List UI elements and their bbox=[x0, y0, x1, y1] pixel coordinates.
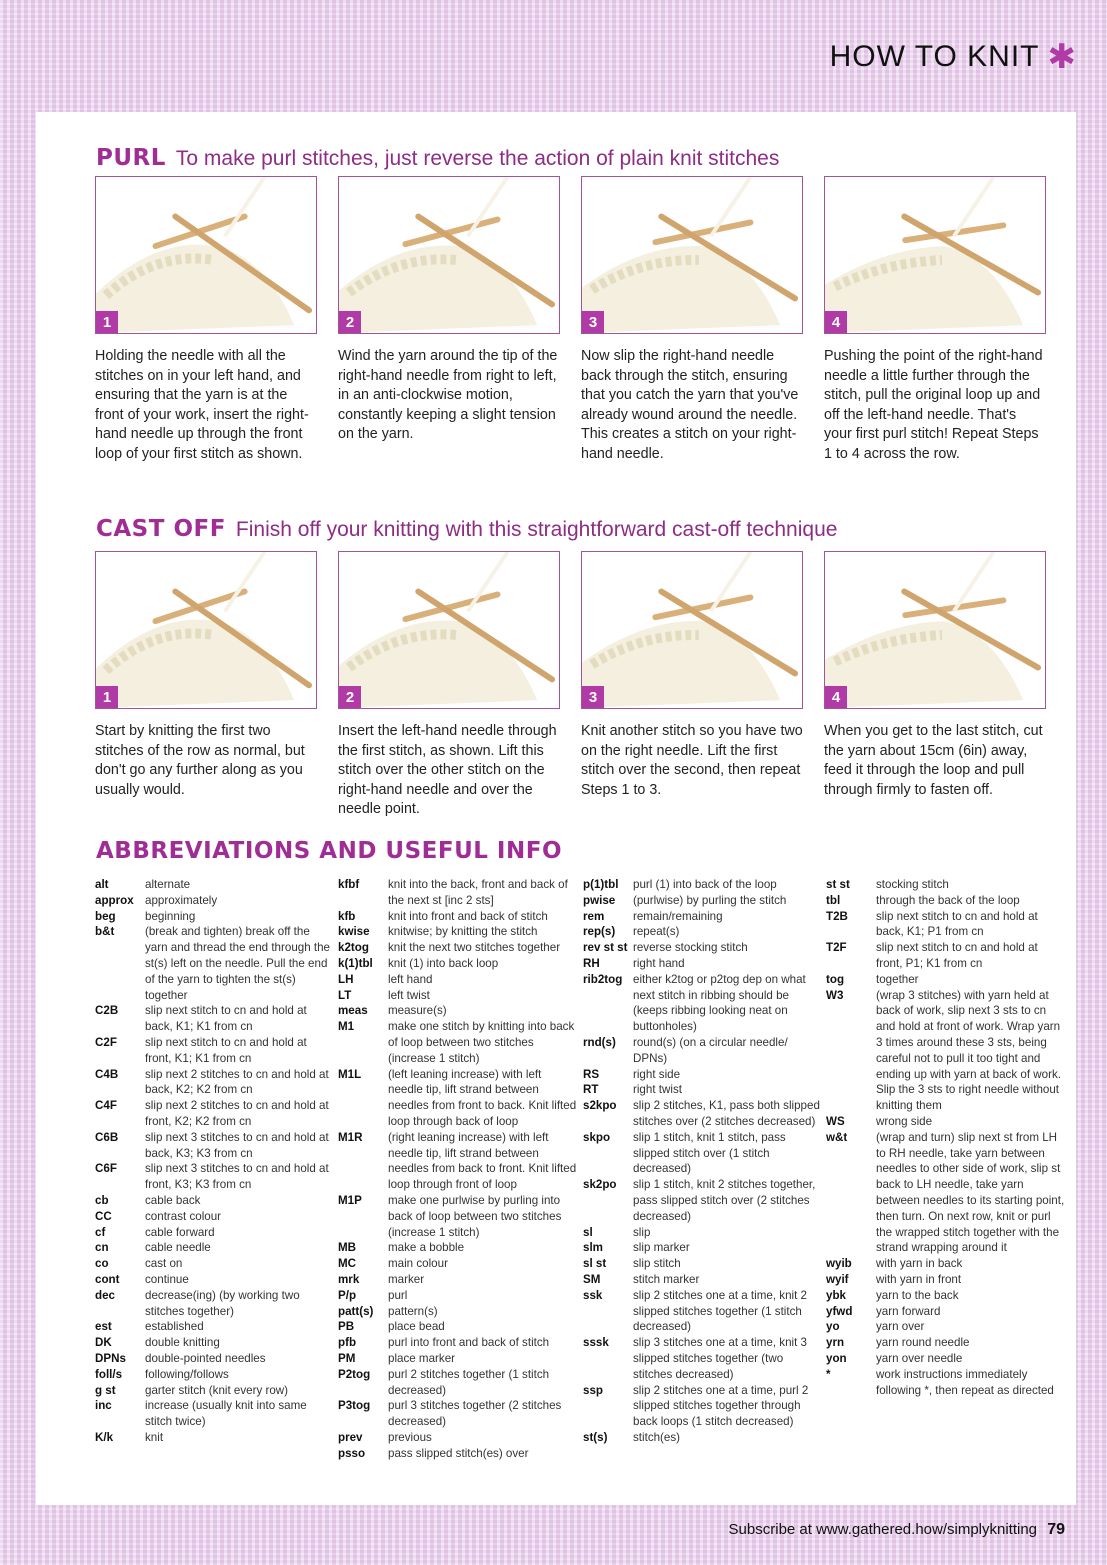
abbreviation-definition: together bbox=[876, 972, 919, 986]
abbreviation-term: SM bbox=[583, 1272, 601, 1286]
abbreviation-entry bbox=[826, 1130, 1066, 1256]
purl-title: PURL bbox=[96, 145, 166, 171]
abbreviation-definition: (break and tighten) break off the yarn and thread the end through the st(s) left on the needle. Pull the end of the yarn to tighten the st(s) together bbox=[145, 925, 330, 1002]
abbreviation-definition: following/follows bbox=[145, 1367, 229, 1381]
abbreviation-entry bbox=[338, 1067, 578, 1130]
abbreviation-entry bbox=[826, 1272, 1066, 1288]
abbreviation-term: approx bbox=[95, 893, 134, 907]
abbreviation-term: CC bbox=[95, 1209, 112, 1223]
abbreviation-definition: remain/remaining bbox=[633, 909, 723, 923]
castoff-step-caption: Insert the left-hand needle through the first stitch, as shown. Lift this stitch over the other stitch on the right-hand needle and over the needle point. bbox=[338, 723, 557, 817]
abbreviation-entry bbox=[338, 924, 578, 940]
abbreviation-term: beg bbox=[95, 909, 116, 923]
abbreviation-term: RT bbox=[583, 1083, 599, 1097]
abbreviation-term: kfbf bbox=[338, 878, 360, 891]
abbreviation-entry bbox=[95, 1003, 335, 1035]
abbreviation-entry bbox=[95, 1383, 335, 1399]
abbreviation-term: T2F bbox=[826, 941, 847, 955]
abbreviation-definition: pattern(s) bbox=[388, 1304, 438, 1318]
abbreviation-entry bbox=[583, 924, 823, 940]
abbreviation-term: tbl bbox=[826, 893, 841, 907]
castoff-step-caption: Knit another stitch so you have two on the right needle. Lift the first stitch over the second, then repeat Steps 1 to 3. bbox=[581, 723, 803, 798]
abbreviation-entry bbox=[338, 956, 578, 972]
abbreviation-term: P/p bbox=[338, 1288, 357, 1302]
abbreviations-column bbox=[95, 877, 335, 1446]
abbreviation-definition: double knitting bbox=[145, 1336, 220, 1350]
abbreviation-term: cb bbox=[95, 1193, 109, 1207]
abbreviation-definition: cable forward bbox=[145, 1225, 215, 1239]
abbreviation-term: skpo bbox=[583, 1130, 611, 1144]
abbreviation-term: M1P bbox=[338, 1193, 362, 1207]
abbreviation-definition: repeat(s) bbox=[633, 925, 680, 939]
abbreviation-term: * bbox=[826, 1367, 831, 1381]
purl-step-photo bbox=[581, 176, 803, 334]
abbreviation-entry bbox=[95, 1098, 335, 1130]
abbreviation-term: ssp bbox=[583, 1383, 603, 1397]
abbreviation-entry bbox=[338, 1288, 578, 1304]
abbreviation-definition: slip next stitch to cn and hold at back, K1; K1 from cn bbox=[145, 1004, 307, 1034]
abbreviation-term: DPNs bbox=[95, 1351, 126, 1365]
abbreviation-entry bbox=[338, 909, 578, 925]
abbreviation-term: inc bbox=[95, 1399, 112, 1413]
abbreviation-term: foll/s bbox=[95, 1367, 123, 1381]
abbreviation-entry bbox=[95, 1335, 335, 1351]
abbreviation-definition: purl (1) into back of the loop bbox=[633, 878, 777, 891]
purl-heading bbox=[96, 145, 779, 171]
abbreviation-entry bbox=[338, 1272, 578, 1288]
abbreviation-entry bbox=[338, 1240, 578, 1256]
abbreviation-term: tog bbox=[826, 972, 845, 986]
abbreviation-entry bbox=[95, 1351, 335, 1367]
abbreviation-term: M1 bbox=[338, 1020, 355, 1034]
abbreviation-definition: knit the next two stitches together bbox=[388, 941, 561, 955]
abbreviation-definition: marker bbox=[388, 1272, 425, 1286]
abbreviation-term: k2tog bbox=[338, 941, 369, 955]
abbreviation-entry bbox=[583, 1098, 823, 1130]
purl-step-photo bbox=[338, 176, 560, 334]
abbreviation-entry bbox=[826, 893, 1066, 909]
abbreviations-title: ABBREVIATIONS AND USEFUL INFO bbox=[96, 838, 562, 864]
abbreviation-definition: (wrap and turn) slip next st from LH to RH needle, take yarn between needles to other side of work, slip st back to LH needle, take yarn between needles to its starting point, then turn. On next row, knit or purl the wrapped stitch together with the strand wrapping around it bbox=[876, 1130, 1065, 1255]
abbreviation-definition: yarn forward bbox=[876, 1304, 941, 1318]
page-footer bbox=[729, 1521, 1065, 1539]
abbreviation-term: k(1)tbl bbox=[338, 956, 373, 970]
abbreviation-definition: stitch marker bbox=[633, 1272, 700, 1286]
abbreviation-entry bbox=[583, 877, 823, 893]
abbreviation-definition: wrong side bbox=[876, 1114, 933, 1128]
abbreviation-entry bbox=[338, 1351, 578, 1367]
abbreviation-entry bbox=[95, 1256, 335, 1272]
abbreviation-entry bbox=[583, 1430, 823, 1446]
abbreviation-definition: slip 1 stitch, knit 2 stitches together, pass slipped stitch over (2 stitches decreased) bbox=[633, 1178, 816, 1223]
abbreviation-definition: left twist bbox=[388, 988, 430, 1002]
abbreviation-definition: yarn round needle bbox=[876, 1336, 970, 1350]
abbreviation-definition: (purlwise) by purling the stitch bbox=[633, 893, 787, 907]
abbreviation-term: yo bbox=[826, 1320, 840, 1334]
castoff-step-caption: When you get to the last stitch, cut the yarn about 15cm (6in) away, feed it through the loop and pull through firmly to fasten off. bbox=[824, 723, 1043, 798]
abbreviation-term: wyib bbox=[826, 1257, 852, 1271]
abbreviation-definition: (wrap 3 stitches) with yarn held at back of work, slip next 3 sts to cn and hold at front of work. Wrap yarn 3 times around these 3 sts, being careful not to pull it too tight and ending up with yarn at back of work. Slip the 3 sts to right needle without knitting them bbox=[876, 988, 1061, 1113]
abbreviation-definition: cast on bbox=[145, 1257, 183, 1271]
abbreviation-entry bbox=[95, 1288, 335, 1320]
abbreviation-entry bbox=[826, 1351, 1066, 1367]
abbreviation-term: M1R bbox=[338, 1130, 363, 1144]
step-number-badge: 3 bbox=[582, 686, 604, 708]
abbreviation-definition: cable back bbox=[145, 1193, 201, 1207]
abbreviation-entry bbox=[583, 1240, 823, 1256]
abbreviation-entry bbox=[95, 1430, 335, 1446]
abbreviation-entry bbox=[583, 1130, 823, 1177]
abbreviation-entry bbox=[583, 909, 823, 925]
abbreviation-entry bbox=[583, 1335, 823, 1382]
abbreviation-entry bbox=[95, 1398, 335, 1430]
abbreviation-term: slm bbox=[583, 1241, 603, 1255]
abbreviation-term: MC bbox=[338, 1257, 357, 1271]
abbreviation-definition: round(s) (on a circular needle/ DPNs) bbox=[633, 1035, 788, 1065]
abbreviation-term: yfwd bbox=[826, 1304, 853, 1318]
abbreviation-definition: place bead bbox=[388, 1320, 445, 1334]
abbreviation-definition: purl 2 stitches together (1 stitch decreased) bbox=[388, 1367, 550, 1397]
abbreviation-entry bbox=[583, 1035, 823, 1067]
abbreviation-entry bbox=[95, 1367, 335, 1383]
purl-step-caption: Pushing the point of the right-hand needle a little further through the stitch, pull the original loop up and off the left-hand needle. That's your first purl stitch! Repeat Steps 1 to 4 across the row. bbox=[824, 348, 1043, 462]
abbreviation-term: C4F bbox=[95, 1099, 117, 1113]
abbreviation-definition: slip next stitch to cn and hold at back, K1; P1 from cn bbox=[876, 909, 1038, 939]
abbreviation-term: w&t bbox=[826, 1130, 848, 1144]
abbreviation-definition: make one stitch by knitting into back of loop between two stitches (increase 1 stitch) bbox=[388, 1020, 575, 1065]
abbreviation-term: sl st bbox=[583, 1257, 607, 1271]
abbreviation-term: pwise bbox=[583, 893, 616, 907]
abbreviation-definition: slip 2 stitches one at a time, purl 2 slipped stitches together through back loops (1 stitch decreased) bbox=[633, 1383, 809, 1429]
abbreviation-term: C6F bbox=[95, 1162, 117, 1176]
abbreviation-definition: slip 2 stitches one at a time, knit 2 slipped stitches together (1 stitch decreased) bbox=[633, 1288, 807, 1334]
abbreviation-entry bbox=[338, 988, 578, 1004]
abbreviation-term: rep(s) bbox=[583, 925, 616, 939]
abbreviation-entry bbox=[338, 877, 578, 909]
abbreviation-term: LH bbox=[338, 972, 354, 986]
abbreviation-definition: established bbox=[145, 1320, 204, 1334]
abbreviation-term: DK bbox=[95, 1336, 112, 1350]
abbreviation-definition: place marker bbox=[388, 1351, 456, 1365]
abbreviation-definition: (right leaning increase) with left needle tip, lift strand between needles from back to front. Knit lifted loop through front of loop bbox=[388, 1130, 577, 1192]
abbreviation-entry bbox=[95, 877, 335, 893]
abbreviation-term: sk2po bbox=[583, 1178, 617, 1192]
abbreviation-definition: slip next 2 stitches to cn and hold at front, K2; K2 from cn bbox=[145, 1099, 329, 1128]
castoff-step-photo bbox=[581, 551, 803, 709]
abbreviation-term: RS bbox=[583, 1067, 600, 1081]
abbreviation-term: P2tog bbox=[338, 1367, 371, 1381]
abbreviation-term: ssk bbox=[583, 1288, 603, 1302]
purl-step-photo bbox=[95, 176, 317, 334]
abbreviation-term: T2B bbox=[826, 909, 848, 923]
abbreviation-term: sssk bbox=[583, 1336, 609, 1350]
abbreviation-entry bbox=[338, 940, 578, 956]
abbreviation-term: rib2tog bbox=[583, 972, 623, 986]
step-number-badge: 2 bbox=[339, 311, 361, 333]
abbreviation-entry bbox=[338, 1335, 578, 1351]
abbreviation-definition: slip next stitch to cn and hold at front, K1; K1 from cn bbox=[145, 1035, 307, 1065]
abbreviation-entry bbox=[338, 1398, 578, 1430]
abbreviation-definition: double-pointed needles bbox=[145, 1351, 266, 1365]
abbreviation-entry bbox=[338, 972, 578, 988]
abbreviation-term: co bbox=[95, 1257, 109, 1271]
abbreviation-definition: slip 3 stitches one at a time, knit 3 slipped stitches together (two stitches decreased) bbox=[633, 1336, 807, 1381]
abbreviation-entry bbox=[95, 1035, 335, 1067]
abbreviation-term: dec bbox=[95, 1288, 115, 1302]
abbreviation-definition: slip stitch bbox=[633, 1257, 681, 1271]
subscribe-text: Subscribe at www.gathered.how/simplyknitting bbox=[728, 1521, 1038, 1538]
abbreviation-term: ybk bbox=[826, 1288, 846, 1302]
purl-step-photo bbox=[824, 176, 1046, 334]
abbreviation-definition: slip next 2 stitches to cn and hold at back, K2; K2 from cn bbox=[145, 1067, 329, 1097]
abbreviation-entry bbox=[826, 909, 1066, 941]
abbreviation-definition: right twist bbox=[633, 1083, 682, 1097]
abbreviation-term: kfb bbox=[338, 909, 356, 923]
abbreviation-term: st(s) bbox=[583, 1430, 608, 1444]
step-number-badge: 2 bbox=[339, 686, 361, 708]
abbreviation-term: psso bbox=[338, 1446, 366, 1460]
abbreviation-definition: slip next 3 stitches to cn and hold at back, K3; K3 from cn bbox=[145, 1130, 329, 1160]
step-number-badge: 4 bbox=[825, 686, 847, 708]
abbreviation-definition: main colour bbox=[388, 1257, 448, 1271]
abbreviation-entry bbox=[338, 1256, 578, 1272]
abbreviation-term: MB bbox=[338, 1241, 357, 1255]
abbreviation-term: PM bbox=[338, 1351, 356, 1365]
abbreviation-definition: stitch(es) bbox=[633, 1430, 681, 1444]
abbreviation-entry bbox=[95, 1161, 335, 1193]
abbreviations-column bbox=[583, 877, 823, 1446]
abbreviation-term: alt bbox=[95, 878, 109, 891]
abbreviation-definition: increase (usually knit into same stitch twice) bbox=[145, 1399, 307, 1429]
abbreviation-entry bbox=[583, 1383, 823, 1430]
abbreviation-entry bbox=[826, 1256, 1066, 1272]
castoff-title: CAST OFF bbox=[96, 516, 226, 542]
abbreviation-entry bbox=[826, 988, 1066, 1114]
castoff-subtitle: Finish off your knitting with this straightforward cast-off technique bbox=[235, 518, 838, 541]
abbreviation-entry bbox=[338, 1304, 578, 1320]
abbreviation-definition: right side bbox=[633, 1067, 681, 1081]
abbreviation-entry bbox=[338, 1446, 578, 1462]
abbreviation-definition: slip next 3 stitches to cn and hold at front, K3; K3 from cn bbox=[145, 1162, 329, 1192]
abbreviation-entry bbox=[95, 1240, 335, 1256]
abbreviation-entry bbox=[95, 1209, 335, 1225]
abbreviation-definition: purl 3 stitches together (2 stitches decreased) bbox=[388, 1399, 562, 1429]
abbreviation-definition: reverse stocking stitch bbox=[633, 941, 748, 955]
step-number-badge: 1 bbox=[96, 686, 118, 708]
abbreviation-entry bbox=[95, 1130, 335, 1162]
castoff-step-photo bbox=[824, 551, 1046, 709]
step-number-badge: 4 bbox=[825, 311, 847, 333]
abbreviation-term: meas bbox=[338, 1004, 368, 1018]
asterisk-flower-icon: ✱ bbox=[1047, 38, 1077, 76]
abbreviation-entry bbox=[583, 940, 823, 956]
abbreviation-definition: yarn over bbox=[876, 1320, 925, 1334]
castoff-step-photo bbox=[95, 551, 317, 709]
abbreviation-term: g st bbox=[95, 1383, 116, 1397]
abbreviation-entry bbox=[95, 893, 335, 909]
abbreviation-definition: with yarn in front bbox=[876, 1272, 962, 1286]
abbreviation-term: C6B bbox=[95, 1130, 119, 1144]
abbreviation-entry bbox=[826, 940, 1066, 972]
step-number-badge: 1 bbox=[96, 311, 118, 333]
abbreviation-definition: either k2tog or p2tog dep on what next stitch in ribbing should be (keeps ribbing looking neat on buttonholes) bbox=[633, 972, 806, 1034]
abbreviation-term: mrk bbox=[338, 1272, 360, 1286]
abbreviation-definition: continue bbox=[145, 1272, 189, 1286]
purl-step-caption: Now slip the right-hand needle back through the stitch, ensuring that you catch the yarn that you've already wound around the needle. This creates a stitch on your right-hand needle. bbox=[581, 348, 799, 462]
abbreviation-term: W3 bbox=[826, 988, 844, 1002]
purl-step-caption: Wind the yarn around the tip of the right-hand needle from right to left, in an anti-clockwise motion, constantly keeping a slight tension on the yarn. bbox=[338, 348, 558, 442]
abbreviation-term: patt(s) bbox=[338, 1304, 374, 1318]
abbreviation-term: kwise bbox=[338, 925, 370, 939]
abbreviation-term: C2F bbox=[95, 1035, 117, 1049]
abbreviation-definition: slip marker bbox=[633, 1241, 690, 1255]
abbreviation-term: yrn bbox=[826, 1336, 845, 1350]
abbreviation-entry bbox=[583, 1067, 823, 1083]
abbreviation-entry bbox=[583, 972, 823, 1035]
abbreviation-term: rnd(s) bbox=[583, 1035, 616, 1049]
abbreviation-term: prev bbox=[338, 1430, 363, 1444]
abbreviation-entry bbox=[583, 1082, 823, 1098]
abbreviations-column bbox=[826, 877, 1066, 1398]
purl-subtitle: To make purl stitches, just reverse the action of plain knit stitches bbox=[175, 147, 780, 170]
abbreviation-definition: knitwise; by knitting the stitch bbox=[388, 925, 538, 939]
abbreviation-definition: slip 2 stitches, K1, pass both slipped stitches over (2 stitches decreased) bbox=[633, 1099, 820, 1128]
abbreviation-term: rem bbox=[583, 909, 605, 923]
abbreviation-definition: yarn over needle bbox=[876, 1351, 963, 1365]
abbreviation-definition: cable needle bbox=[145, 1241, 211, 1255]
abbreviation-entry bbox=[95, 1067, 335, 1099]
abbreviation-entry bbox=[583, 893, 823, 909]
abbreviation-entry bbox=[338, 1130, 578, 1193]
abbreviation-term: wyif bbox=[826, 1272, 849, 1286]
abbreviations-column bbox=[338, 877, 578, 1461]
abbreviation-term: K/k bbox=[95, 1430, 114, 1444]
abbreviation-term: b&t bbox=[95, 925, 115, 939]
abbreviation-definition: with yarn in back bbox=[876, 1257, 963, 1271]
abbreviation-term: st st bbox=[826, 878, 850, 891]
abbreviation-entry bbox=[583, 1177, 823, 1224]
abbreviation-definition: slip bbox=[633, 1225, 651, 1239]
abbreviation-term: C4B bbox=[95, 1067, 119, 1081]
step-number-badge: 3 bbox=[582, 311, 604, 333]
abbreviation-entry bbox=[338, 1319, 578, 1335]
abbreviation-term: cn bbox=[95, 1241, 109, 1255]
abbreviation-entry bbox=[583, 1272, 823, 1288]
abbreviation-term: est bbox=[95, 1320, 112, 1334]
abbreviation-definition: alternate bbox=[145, 878, 191, 891]
abbreviation-entry bbox=[338, 1019, 578, 1066]
abbreviation-term: p(1)tbl bbox=[583, 878, 619, 891]
page-header bbox=[830, 40, 1077, 74]
abbreviation-entry bbox=[338, 1003, 578, 1019]
abbreviation-entry bbox=[95, 1272, 335, 1288]
abbreviation-term: pfb bbox=[338, 1336, 357, 1350]
abbreviation-entry bbox=[826, 1319, 1066, 1335]
abbreviation-definition: left hand bbox=[388, 972, 433, 986]
abbreviation-definition: purl into front and back of stitch bbox=[388, 1336, 550, 1350]
abbreviation-definition: knit into the back, front and back of the next st [inc 2 sts] bbox=[388, 878, 568, 907]
abbreviation-definition: slip next stitch to cn and hold at front, P1; K1 from cn bbox=[876, 941, 1038, 970]
castoff-step-photo bbox=[338, 551, 560, 709]
abbreviation-entry bbox=[583, 1256, 823, 1272]
abbreviation-definition: slip 1 stitch, knit 1 stitch, pass slipped stitch over (1 stitch decreased) bbox=[633, 1130, 786, 1176]
abbreviation-definition: beginning bbox=[145, 909, 196, 923]
abbreviation-term: RH bbox=[583, 956, 600, 970]
abbreviation-definition: knit bbox=[145, 1430, 164, 1444]
abbreviation-term: cf bbox=[95, 1225, 106, 1239]
abbreviation-definition: knit into front and back of stitch bbox=[388, 909, 548, 923]
abbreviation-definition: measure(s) bbox=[388, 1004, 447, 1018]
abbreviation-definition: right hand bbox=[633, 956, 685, 970]
abbreviation-term: WS bbox=[826, 1114, 845, 1128]
abbreviation-entry bbox=[583, 1225, 823, 1241]
abbreviation-term: C2B bbox=[95, 1004, 119, 1018]
abbreviation-entry bbox=[826, 1114, 1066, 1130]
abbreviation-definition: garter stitch (knit every row) bbox=[145, 1383, 289, 1397]
castoff-heading bbox=[96, 516, 837, 542]
abbreviation-term: sl bbox=[583, 1225, 593, 1239]
abbreviation-term: M1L bbox=[338, 1067, 362, 1081]
abbreviation-entry bbox=[95, 1225, 335, 1241]
abbreviation-definition: previous bbox=[388, 1430, 432, 1444]
abbreviation-entry bbox=[338, 1193, 578, 1240]
abbreviation-definition: stocking stitch bbox=[876, 878, 949, 891]
abbreviation-definition: decrease(ing) (by working two stitches together) bbox=[145, 1288, 300, 1318]
castoff-step-caption: Start by knitting the first two stitches of the row as normal, but don't go any further along as you usually would. bbox=[95, 723, 305, 798]
abbreviation-definition: make a bobble bbox=[388, 1241, 465, 1255]
abbreviation-definition: through the back of the loop bbox=[876, 893, 1020, 907]
abbreviation-definition: work instructions immediately following *, then repeat as directed bbox=[876, 1367, 1054, 1397]
abbreviation-definition: purl bbox=[388, 1288, 408, 1302]
abbreviation-term: PB bbox=[338, 1320, 355, 1334]
abbreviation-term: cont bbox=[95, 1272, 120, 1286]
abbreviation-definition: yarn to the back bbox=[876, 1288, 959, 1302]
abbreviation-entry bbox=[826, 972, 1066, 988]
abbreviation-entry bbox=[95, 924, 335, 1003]
abbreviation-entry bbox=[583, 956, 823, 972]
abbreviation-definition: approximately bbox=[145, 893, 218, 907]
abbreviation-entry bbox=[95, 1319, 335, 1335]
abbreviation-entry bbox=[95, 909, 335, 925]
abbreviation-entry bbox=[826, 1367, 1066, 1399]
abbreviation-definition: make one purlwise by purling into back of loop between two stitches (increase 1 stitch) bbox=[388, 1193, 562, 1239]
abbreviation-entry bbox=[338, 1430, 578, 1446]
purl-step-caption: Holding the needle with all the stitches on in your left hand, and ensuring that the yarn is at the front of your work, insert the right-hand needle up through the front loop of your first stitch as shown. bbox=[95, 348, 309, 462]
abbreviation-entry bbox=[826, 1288, 1066, 1304]
abbreviation-entry bbox=[338, 1367, 578, 1399]
abbreviation-term: LT bbox=[338, 988, 352, 1002]
abbreviation-definition: contrast colour bbox=[145, 1209, 222, 1223]
abbreviation-term: rev st st bbox=[583, 941, 628, 955]
abbreviation-entry bbox=[826, 1304, 1066, 1320]
page-title: HOW TO KNIT bbox=[829, 40, 1040, 73]
abbreviation-term: s2kpo bbox=[583, 1099, 617, 1113]
abbreviation-definition: (left leaning increase) with left needle tip, lift strand between needles from front to back. Knit lifted loop through back of loop bbox=[388, 1067, 577, 1128]
abbreviation-term: P3tog bbox=[338, 1399, 371, 1413]
page-number: 79 bbox=[1047, 1521, 1065, 1538]
abbreviation-term: yon bbox=[826, 1351, 847, 1365]
abbreviation-entry bbox=[95, 1193, 335, 1209]
abbreviation-entry bbox=[583, 1288, 823, 1335]
abbreviation-entry bbox=[826, 1335, 1066, 1351]
abbreviation-entry bbox=[826, 877, 1066, 893]
abbreviation-definition: knit (1) into back loop bbox=[388, 956, 499, 970]
abbreviation-definition: pass slipped stitch(es) over bbox=[388, 1446, 529, 1460]
